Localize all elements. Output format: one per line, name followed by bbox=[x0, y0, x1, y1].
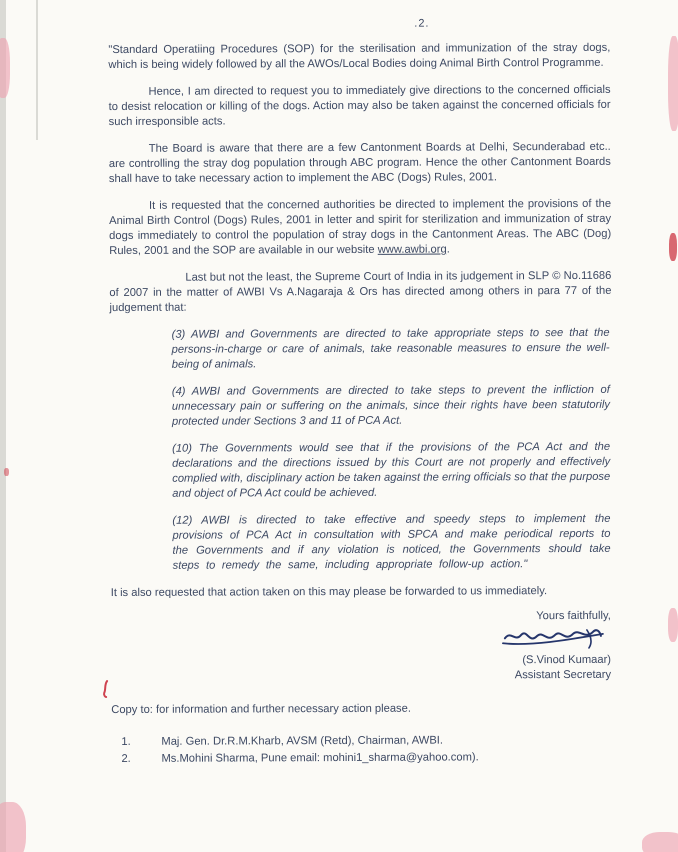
copy-to-item bbox=[111, 749, 613, 768]
quote-para-10: (10) The Governments would see that if the provisions of the PCA Act and the declarations and the directions issued by this Court are not properly and effectively complied with, disciplinary action be taken against the erring officials so that the purpose and object of PCA Act could be achieved. bbox=[172, 440, 611, 500]
copy-to-list bbox=[111, 732, 613, 768]
copy-to-item-text: Maj. Gen. Dr.R.M.Kharb, AVSM (Retd), Chairman, AWBI. bbox=[161, 734, 444, 748]
signature-block bbox=[111, 609, 613, 685]
copy-to-item-number: 1. bbox=[121, 735, 131, 748]
copy-to-item bbox=[111, 732, 613, 751]
signatory-title: Assistant Secretary bbox=[514, 668, 612, 682]
quote-para-12: (12) AWBI is directed to take effective and speedy steps to implement the provisions of PCA Act in consultation with SPCA and make periodical reports to the Governments and if any violation is noticed, the Governments should take steps to remedy the same, including appropriate follow-up action." bbox=[172, 512, 611, 572]
paragraph-abc-rules-period: . bbox=[446, 243, 450, 256]
awbi-website-link[interactable]: www.awbi.org bbox=[377, 243, 447, 256]
paragraph-sop: "Standard Operatiing Procedures (SOP) for the sterilisation and immunization of the stray dogs, which is being widely followed by all the AWOs/Local Bodies doing Animal Birth Control Programme. bbox=[108, 41, 611, 72]
paragraph-abc-rules-text: It is requested that the concerned authorities be directed to implement the provisions of the Animal Birth Control (Dogs) Rules, 2001 in letter and spirit for sterilization and immunization of stray dogs immediately to control the population of stray dogs in the Cantonment Areas. The ABC (Dog) Rules, 2001 and the SOP are available in our website bbox=[109, 197, 612, 258]
paragraph-cantonment-boards: The Board is aware that there are a few Cantonment Boards at Delhi, Secunderabad etc.. are controlling the stray dog population through ABC program. Hence the other Cantonment Boards shall have to take necessary action to implement the ABC (Dogs) Rules, 2001. bbox=[108, 140, 611, 186]
page-number: .2. bbox=[414, 17, 430, 30]
quote-para-3: (3) AWBI and Governments are directed to take appropriate steps to see that the persons-in-charge or care of animals, take reasonable measures to ensure the well-being of animals. bbox=[171, 326, 610, 371]
paragraph-action-request: It is also requested that action taken on this may please be forwarded to us immediately. bbox=[110, 585, 548, 599]
paragraph-supreme-court: Last but not the least, the Supreme Court of India in its judgement in SLP © No.11686 of 2007 in the matter of AWBI Vs A.Nagaraja & Ors has directed among others in para 77 of the judgement that: bbox=[109, 269, 612, 315]
paragraph-directions: Hence, I am directed to request you to immediately give directions to the concerned officials to desist relocation or killing of the dogs. Action may also be taken against the concerned officials for such irresponsible acts. bbox=[108, 83, 611, 129]
paragraph-abc-rules bbox=[109, 197, 611, 259]
valediction: Yours faithfully, bbox=[536, 609, 611, 623]
signature bbox=[501, 622, 605, 652]
quote-para-4: (4) AWBI and Governments are directed to take steps to prevent the infliction of unnecessary pain or suffering on the animals, since their rights have been statutorily protected under Sections 3 and 11 of PCA Act. bbox=[171, 383, 610, 428]
copy-to-item-number: 2. bbox=[121, 752, 131, 765]
signatory-name: (S.Vinod Kumaar) bbox=[522, 653, 612, 667]
letter-body bbox=[108, 41, 613, 768]
copy-to-heading: Copy to: for information and further necessary action please. bbox=[111, 702, 412, 716]
copy-to-item-text: Ms.Mohini Sharma, Pune email: mohini1_sharma@yahoo.com). bbox=[161, 751, 479, 765]
